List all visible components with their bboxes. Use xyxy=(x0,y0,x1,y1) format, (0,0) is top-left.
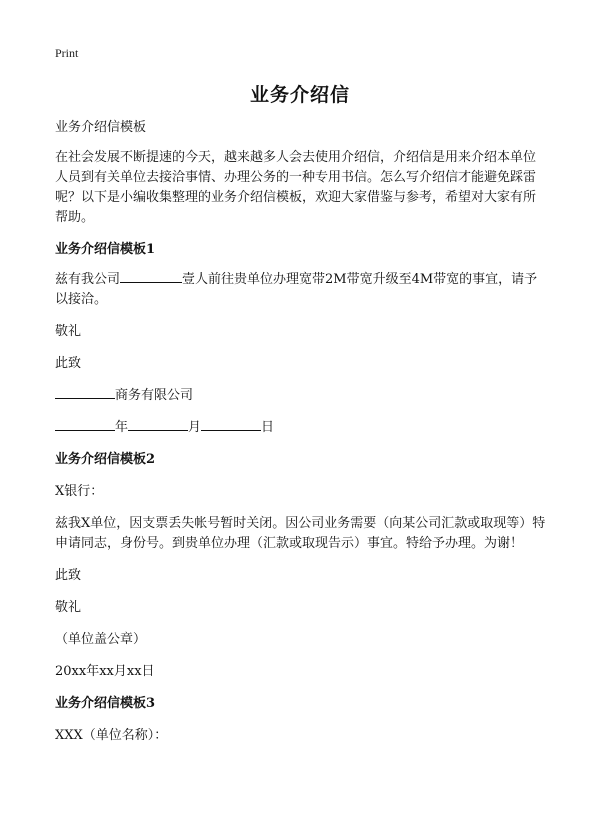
template1-regards: 敬礼 xyxy=(55,324,82,339)
template3-heading: 业务介绍信模板3 xyxy=(55,696,156,711)
template1-heading: 业务介绍信模板1 xyxy=(55,242,156,257)
template1-salutation: 此致 xyxy=(55,356,82,371)
template1-body xyxy=(55,270,548,310)
template2-regards: 敬礼 xyxy=(55,600,82,615)
page-title: 业务介绍信 xyxy=(249,84,350,106)
template2-heading: 业务介绍信模板2 xyxy=(55,452,156,467)
template1-body-prefix: 兹有我公司 xyxy=(55,272,121,287)
template2-addressee: X银行： xyxy=(55,484,104,499)
blank-line xyxy=(120,270,182,283)
template1-company-suffix: 商务有限公司 xyxy=(115,388,194,403)
template2-seal: （单位盖公章） xyxy=(55,632,147,647)
template1-month: 月 xyxy=(188,420,202,435)
template1-day: 日 xyxy=(261,420,275,435)
blank-line xyxy=(128,418,188,431)
print-label[interactable]: Print xyxy=(55,46,79,60)
template2-salutation: 此致 xyxy=(55,568,82,583)
template1-date xyxy=(55,418,548,438)
template1-year: 年 xyxy=(115,420,129,435)
template1-body-suffix: 壹人前往贵单位办理宽带2M带宽升级至4M带宽的事宜，请予以接洽。 xyxy=(55,272,538,307)
template2-date: 20xx年xx月xx日 xyxy=(55,664,155,679)
intro-subtitle: 业务介绍信模板 xyxy=(55,120,147,135)
blank-line xyxy=(55,418,115,431)
intro-paragraph: 在社会发展不断提速的今天，越来越多人会去使用介绍信，介绍信是用来介绍本单位人员到有关单位去接洽事情、办理公务的一种专用书信。怎么写介绍信才能避免踩雷呢？以下是小编收集整理的业务介绍信模板，欢迎大家借鉴与参考，希望对大家有所帮助。 xyxy=(55,150,537,225)
template1-company xyxy=(55,386,548,406)
template3-addressee: XXX（单位名称）： xyxy=(55,728,168,743)
template2-body: 兹我X单位，因支票丢失帐号暂时关闭。因公司业务需要（向某公司汇款或取现等）特申请同志，身份号。到贵单位办理（汇款或取现告示）事宜。特给予办理。为谢！ xyxy=(55,516,546,551)
blank-line xyxy=(201,418,261,431)
blank-line xyxy=(55,386,115,399)
document-content xyxy=(55,118,548,746)
